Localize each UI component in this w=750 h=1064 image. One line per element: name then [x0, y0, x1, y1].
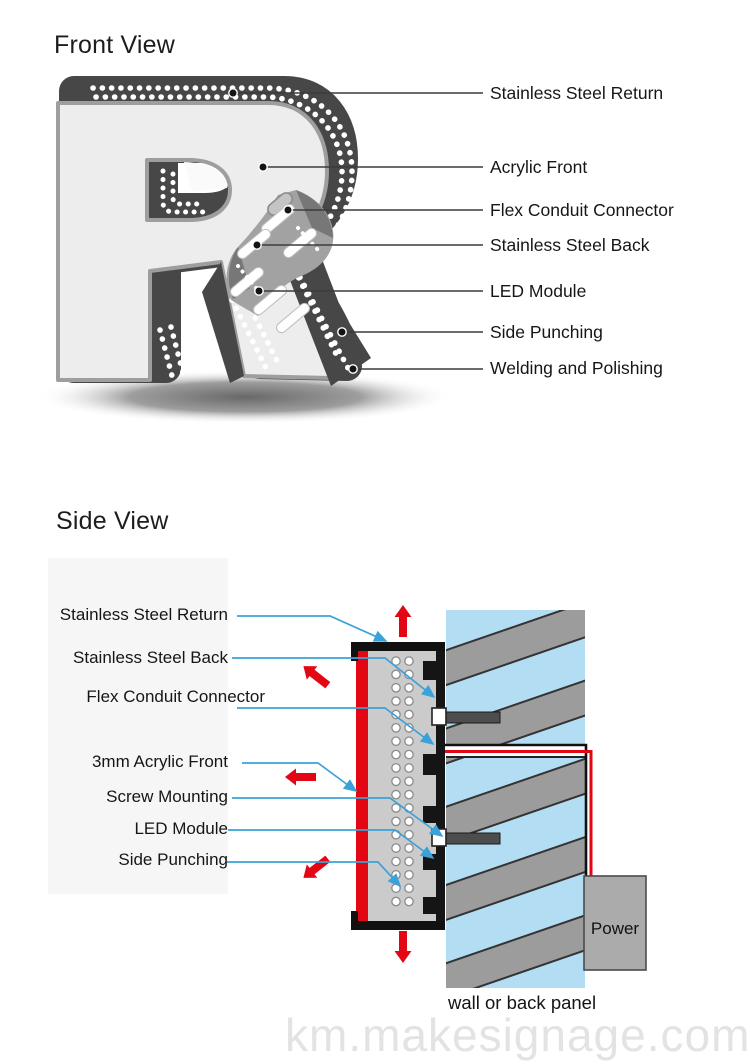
watermark-text: km.makesignage.com	[285, 1009, 750, 1061]
side-label-side-punching: Side Punching	[118, 850, 228, 869]
side-label-screw-mounting: Screw Mounting	[106, 787, 228, 806]
front-label-stainless-steel-return: Stainless Steel Return	[490, 83, 664, 103]
wall-caption: wall or back panel	[448, 992, 597, 1013]
steel-back-wall	[436, 650, 445, 921]
acrylic-front-bar	[356, 649, 368, 922]
power-box-label: Power	[590, 919, 640, 938]
front-view-title: Front View	[54, 31, 176, 59]
front-label-acrylic-front: Acrylic Front	[490, 157, 588, 177]
letter-r-illustration	[35, 88, 483, 424]
side-label-led-module: LED Module	[134, 819, 228, 838]
side-label-flex-conduit-connector: Flex Conduit Connector	[86, 687, 265, 706]
wall-panel	[446, 610, 585, 988]
side-label-3mm-acrylic-front: 3mm Acrylic Front	[91, 752, 228, 771]
side-view-title: Side View	[56, 507, 169, 535]
side-label-stainless-steel-return: Stainless Steel Return	[59, 605, 228, 624]
front-label-led-module: LED Module	[490, 281, 587, 301]
side-label-stainless-steel-back: Stainless Steel Back	[73, 648, 228, 667]
front-label-welding-and-polishing: Welding and Polishing	[490, 358, 663, 378]
front-label-stainless-steel-back: Stainless Steel Back	[490, 235, 650, 255]
front-label-flex-conduit-connector: Flex Conduit Connector	[490, 200, 674, 220]
front-label-side-punching: Side Punching	[490, 322, 603, 342]
